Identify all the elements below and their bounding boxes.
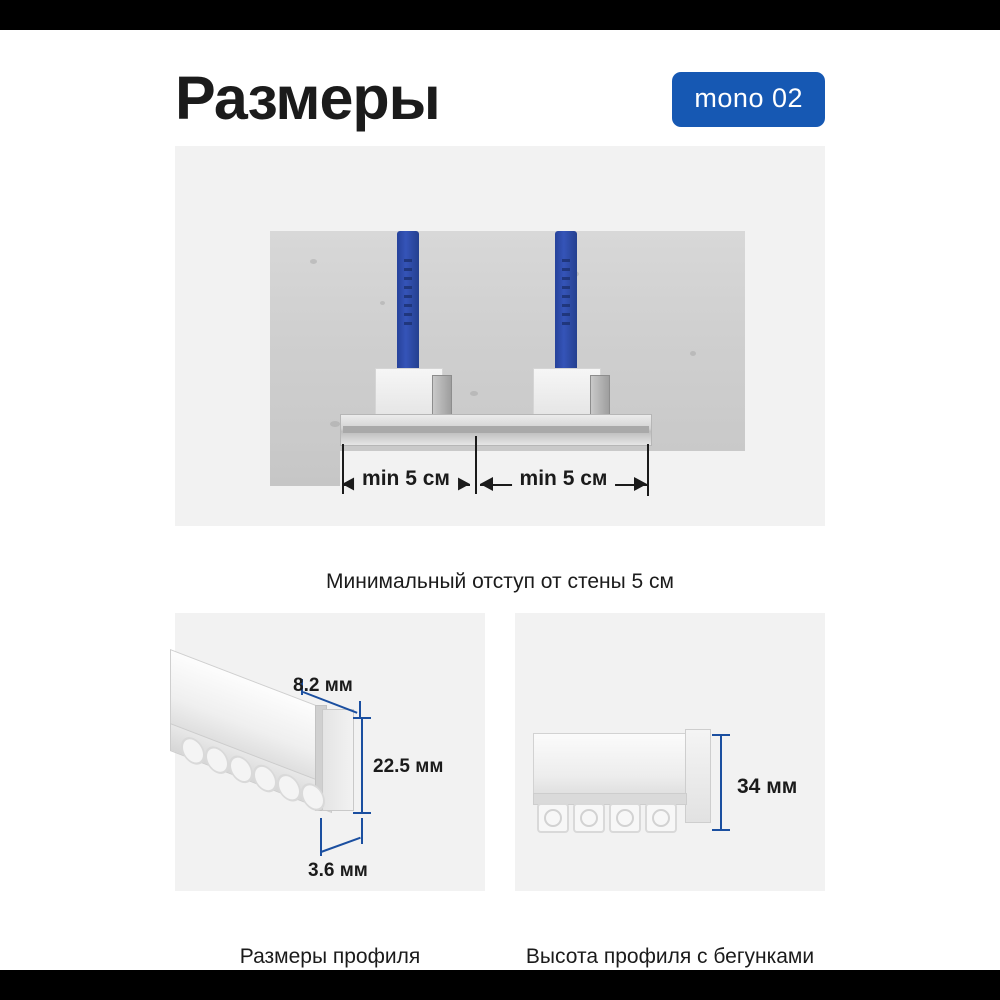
main-caption: Минимальный отступ от стены 5 см bbox=[326, 570, 674, 593]
dimension-profile-depth-label: 3.6 мм bbox=[308, 860, 368, 881]
wall-bracket-right bbox=[555, 231, 577, 376]
dimension-left-label: min 5 см bbox=[354, 467, 458, 491]
dimension-runner-height-label: 34 мм bbox=[737, 775, 798, 798]
model-badge: mono 02 bbox=[672, 72, 825, 127]
profile-end-face bbox=[322, 709, 354, 811]
arrow-right-tail bbox=[634, 477, 647, 491]
runner bbox=[537, 803, 569, 833]
rail-groove bbox=[343, 426, 649, 433]
profile-body-front bbox=[533, 733, 710, 795]
profile-end-cap bbox=[685, 729, 711, 823]
arrow-left-head bbox=[342, 477, 355, 491]
profile-panel-caption: Размеры профиля bbox=[239, 945, 421, 968]
arrow-left-tail bbox=[457, 477, 470, 491]
dimension-right bbox=[480, 467, 647, 497]
dimension-tick-mid bbox=[475, 436, 477, 494]
page-canvas bbox=[0, 30, 1000, 970]
dimension-right-label: min 5 см bbox=[512, 467, 616, 491]
wall-bracket-left bbox=[397, 231, 419, 376]
profile-dimensions-panel bbox=[175, 613, 485, 891]
arrow-right-head bbox=[480, 477, 493, 491]
runner bbox=[609, 803, 641, 833]
runner-panel-caption: Высота профиля с бегунками bbox=[525, 945, 815, 968]
main-illustration-panel bbox=[175, 146, 825, 526]
dimension-left bbox=[342, 467, 470, 497]
dimension-profile-height-label: 22.5 мм bbox=[373, 756, 444, 777]
runner-height-panel bbox=[515, 613, 825, 891]
header bbox=[175, 58, 825, 138]
runner bbox=[573, 803, 605, 833]
profile-rail bbox=[340, 414, 652, 446]
dimension-tick-right bbox=[647, 444, 649, 496]
runner bbox=[645, 803, 677, 833]
page-title: Размеры bbox=[175, 64, 440, 132]
dimension-profile-width-label: 8.2 мм bbox=[293, 675, 353, 696]
